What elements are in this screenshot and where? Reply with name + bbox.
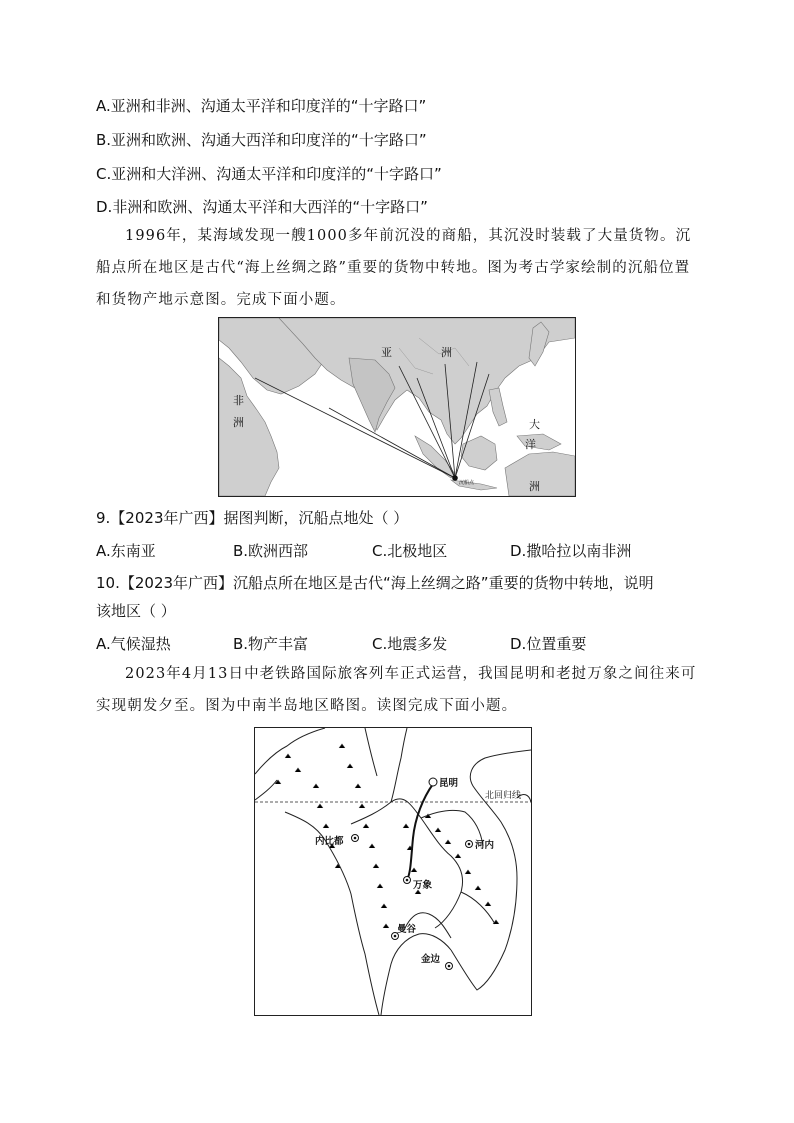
q8-option-a: A.亚洲和非洲、沟通太平洋和印度洋的“十字路口”: [96, 97, 427, 115]
asia-label-1: 亚: [381, 346, 392, 359]
q8-option-c: C.亚洲和大洋洲、沟通太平洋和印度洋的“十字路口”: [96, 165, 442, 183]
shipwreck-map: [218, 317, 576, 497]
asia-label-2: 洲: [441, 346, 452, 359]
passage-shipwreck: 1996年，某海域发现一艘1000多年前沉没的商船，其沉没时装载了大量货物。沉船点所在地区是古代“海上丝绸之路”重要的货物中转地。图为考古学家绘制的沉船位置和货物产地示意图。完成下面小题。: [96, 228, 692, 308]
hanoi-label: 河内: [475, 840, 495, 851]
kunming-label: 昆明: [439, 778, 459, 789]
q9-option-a: A.东南亚: [96, 542, 156, 560]
tropic-label: 北回归线: [485, 791, 522, 801]
q10-option-c: C.地震多发: [372, 635, 448, 653]
q9-stem: 9.【2023年广西】据图判断，沉船点地处（ ）: [96, 509, 409, 527]
africa-label-2: 洲: [233, 416, 244, 429]
phnompenh-marker: [448, 965, 451, 968]
q10-option-d: D.位置重要: [510, 635, 587, 653]
wreck-point: [452, 475, 458, 481]
q8-option-d: D.非洲和欧洲、沟通太平洋和大西洋的“十字路口”: [96, 198, 428, 216]
vientiane-label: 万象: [413, 880, 433, 891]
shipwreck-map-figure: [219, 318, 575, 496]
q10-stem-line1: 10.【2023年广西】沉船点所在地区是古代“海上丝绸之路”重要的货物中转地，说明: [96, 574, 654, 592]
naypyidaw-marker: [354, 837, 357, 840]
hanoi-marker: [468, 843, 471, 846]
oceania-label-2: 洋: [525, 438, 536, 451]
indochina-map: [254, 727, 532, 1016]
vientiane-marker: [406, 879, 409, 882]
q9-option-c: C.北极地区: [372, 542, 448, 560]
q10-stem-line2: 该地区（ ）: [96, 602, 176, 620]
kunming-marker: [429, 778, 437, 786]
wreck-label: 沉船点: [459, 480, 475, 486]
bangkok-marker: [394, 935, 397, 938]
q10-option-b: B.物产丰富: [233, 635, 309, 653]
africa-label-1: 非: [233, 394, 244, 407]
q8-option-b: B.亚洲和欧洲、沟通大西洋和印度洋的“十字路口”: [96, 131, 427, 149]
q9-option-b: B.欧洲西部: [233, 542, 309, 560]
bangkok-label: 曼谷: [397, 924, 417, 935]
q9-option-d: D.撒哈拉以南非洲: [510, 542, 632, 560]
oceania-label-3: 洲: [529, 480, 540, 493]
oceania-label-1: 大: [529, 418, 540, 431]
phnompenh-label: 金边: [421, 954, 441, 965]
naypyidaw-label: 内比都: [315, 836, 344, 847]
q10-option-a: A.气候湿热: [96, 635, 171, 653]
indochina-map-figure: [255, 728, 531, 1015]
passage-railway: 2023年4月13日中老铁路国际旅客列车正式运营，我国昆明和老挝万象之间往来可实现朝发夕至。图为中南半岛地区略图。读图完成下面小题。: [96, 666, 697, 714]
